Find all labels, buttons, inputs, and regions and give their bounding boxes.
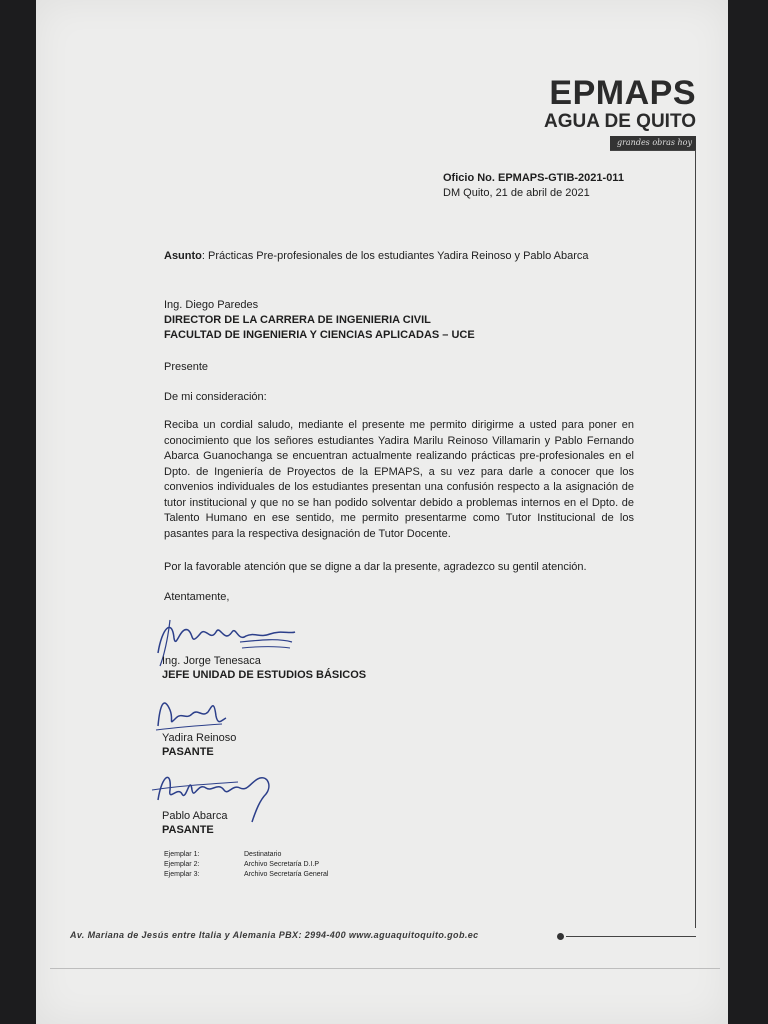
signatory-2-name: Yadira Reinoso	[162, 732, 237, 744]
signatory-2	[162, 731, 236, 759]
logo-tagline: grandes obras hoy	[610, 136, 696, 150]
greeting-text: De mi consideración:	[164, 391, 267, 403]
recipient-faculty: FACULTAD DE INGENIERIA Y CIENCIAS APLICADAS – UCE	[164, 329, 475, 341]
copy-dest: Archivo Secretaría General	[244, 871, 329, 878]
footer-address: Av. Mariana de Jesús entre Italia y Alemania PBX: 2994-400 www.aguaquitoquito.gob.ec	[70, 930, 479, 940]
oficio-date: DM Quito, 21 de abril de 2021	[443, 187, 590, 199]
subject-text: : Prácticas Pre-profesionales de los estudiantes Yadira Reinoso y Pablo Abarca	[201, 250, 589, 262]
sign-off: Atentamente,	[164, 591, 230, 603]
subject-line	[164, 250, 589, 262]
footer-bullet-icon	[557, 933, 564, 940]
frame-right-line	[695, 150, 696, 928]
footer-rule	[566, 936, 696, 937]
presente-text: Presente	[164, 361, 209, 373]
frame-top-line	[610, 150, 696, 151]
closing-line: Por la favorable atención que se digne a dar la presente, agradezco su gentil atención.	[164, 561, 587, 573]
recipient-block	[164, 298, 475, 343]
copy-label: Ejemplar 2:	[164, 861, 200, 868]
copy-row	[164, 870, 328, 880]
letter-body: Reciba un cordial saludo, mediante el presente me permito dirigirme a usted para poner en conocimiento que los señores estudiantes Yadira Marilu Reinoso Villamarin y Pablo Fernando Abarca Guanochanga se encuentran actualmente realizando prácticas pre-profesionales en el Dpto. de Ingeniería de Proyectos de la EPMAPS, a su vez para darle a conocer que los convenios individuales de los estudiantes presentan una confusión respecto a la asignación de tutor institucional y que no se han podido solventar debido a problemas internos en el Dpto. de Talento Humano en ese sentido, me permito presentarme como Tutor Institucional de los pasantes para la respectiva designación de Tutor Docente.	[164, 419, 634, 540]
copy-row	[164, 860, 328, 870]
recipient-title: DIRECTOR DE LA CARRERA DE INGENIERIA CIVIL	[164, 314, 431, 326]
subject-label: Asunto	[164, 250, 202, 262]
signatory-1	[162, 654, 366, 682]
copy-dest: Archivo Secretaría D.I.P	[244, 861, 320, 868]
signatory-3	[162, 809, 227, 837]
recipient-name: Ing. Diego Paredes	[164, 299, 259, 311]
copy-label: Ejemplar 3:	[164, 871, 200, 878]
copy-label: Ejemplar 1:	[164, 851, 200, 858]
copy-dest: Destinatario	[244, 851, 282, 858]
oficio-header	[443, 171, 624, 201]
signatory-3-name: Pablo Abarca	[162, 810, 228, 822]
logo-subtitle: AGUA DE QUITO	[543, 111, 696, 132]
copy-row	[164, 850, 328, 860]
oficio-number: Oficio No. EPMAPS-GTIB-2021-011	[443, 172, 624, 184]
page-bottom-rule	[50, 968, 720, 969]
signatory-1-name: Ing. Jorge Tenesaca	[162, 655, 261, 667]
epmaps-logo	[500, 76, 696, 150]
logo-name: EPMAPS	[549, 74, 696, 112]
signatory-1-role: JEFE UNIDAD DE ESTUDIOS BÁSICOS	[162, 669, 367, 681]
signature-reinoso	[152, 690, 232, 734]
signatory-2-role: PASANTE	[162, 746, 214, 758]
copies-list	[164, 850, 328, 880]
signatory-3-role: PASANTE	[162, 824, 214, 836]
